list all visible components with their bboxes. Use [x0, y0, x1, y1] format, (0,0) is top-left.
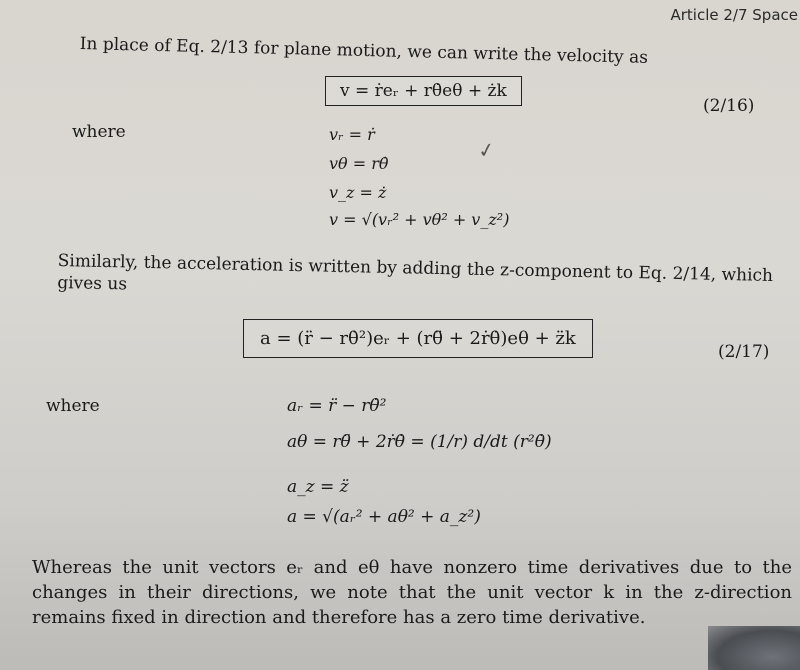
equation-2-16-box: v = ṙeᵣ + rθ̇eθ + żk — [325, 76, 522, 106]
where-label-1: where — [72, 122, 126, 142]
equation-2-17-box: a = (r̈ − rθ̇²)eᵣ + (rθ̈ + 2ṙθ̇)eθ + z̈k — [243, 319, 593, 358]
acceleration-magnitude: a = √(aᵣ² + aθ² + a_z²) — [287, 507, 481, 527]
acceleration-component-theta: aθ = rθ̈ + 2ṙθ̇ = (1/r) d/dt (r²θ̇) — [287, 432, 552, 452]
paragraph-unit-vectors: Whereas the unit vectors eᵣ and eθ have nonzero time derivatives due to the changes in their directions, we note that the unit vector k in the z-direction remains fixed in direction and therefore has a zero time derivative. — [32, 557, 792, 628]
equation-2-17-number: (2/17) — [718, 342, 770, 362]
page-corner-shadow — [708, 626, 800, 670]
intro-text: In place of Eq. 2/13 for plane motion, we can write the velocity as — [79, 34, 649, 68]
velocity-component-z: v_z = ż — [329, 183, 387, 202]
acceleration-component-z: a_z = z̈ — [287, 477, 349, 497]
running-head: Article 2/7 Space — [670, 6, 798, 24]
where-label-2: where — [46, 396, 100, 416]
equation-2-16-number: (2/16) — [703, 96, 755, 116]
velocity-component-theta: vθ = rθ̇ — [329, 154, 389, 173]
velocity-component-r: vᵣ = ṙ — [329, 125, 375, 144]
check-mark-icon: ✓ — [476, 136, 497, 164]
acceleration-component-r: aᵣ = r̈ − rθ̇² — [287, 396, 387, 416]
velocity-magnitude: v = √(vᵣ² + vθ² + v_z²) — [329, 210, 510, 229]
paragraph-acceleration-intro: Similarly, the acceleration is written by adding the z-component to Eq. 2/14, which gives us — [57, 250, 774, 295]
